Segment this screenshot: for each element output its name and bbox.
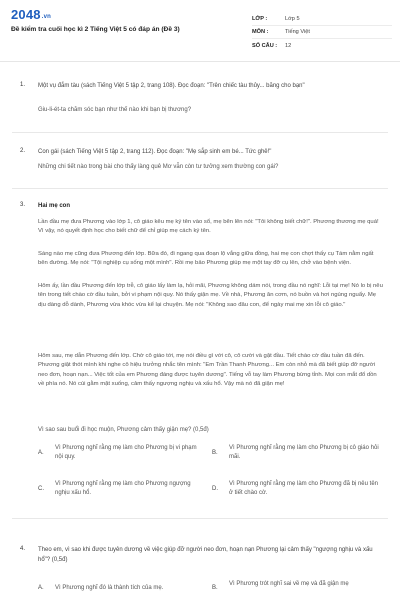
question-3-prompt: Vì sao sau buổi đi học muộn, Phương cảm thấy giận mẹ? (0,5đ) (38, 427, 209, 433)
meta-row-class: LỚP : Lớp 5 (252, 13, 392, 26)
question-4-text: Theo em, vì sao khi được tuyên dương về việc giúp đỡ người neo đơn, hoạn nạn Phương lại cảm thấy "ngượng nghịu và xấu hổ"? (0,5đ) (38, 547, 373, 563)
passage-paragraph-1: Lần đầu mẹ đưa Phương vào lớp 1, cô giáo kêu mẹ ký tên vào sổ, mẹ bẽn lẽn nói: "Tôi không biết chữ!". Phương thương mẹ quá! Vì vậy, nó quyết định học cho biết chữ để chỉ giúp mẹ cách ký tên. (38, 219, 379, 235)
meta-row-count: SỐ CÂU : 12 (252, 42, 292, 49)
passage-paragraph-2: Sáng nào mẹ cũng đưa Phương đến lớp. Bữa đó, đi ngang qua đoạn lộ vắng giữa đồng, hai mẹ con chợt thấy cụ Tám nằm ngất bên đường. Mẹ nói: "Tội nghiệp cụ sống một mình". Rồi mẹ bảo Phương giúp mẹ một tay đỡ cụ lên, chở vào bệnh viện. (38, 251, 374, 267)
divider (12, 518, 388, 519)
question-2-answer: Những chi tiết nào trong bài cho thấy làng quê Mơ vẫn còn tư tưởng xem thường con gái? (38, 164, 279, 170)
document-title: Đề kiểm tra cuối học kì 2 Tiếng Việt 5 có đáp án (Đề 3) (11, 26, 180, 33)
passage-paragraph-4: Hôm sau, mẹ dẫn Phương đến lớp. Chờ cô giáo tới, mẹ nói điều gì với cô, cô cười và gật đầu. Tiết chào cờ đầu tuần đã đến. Phương giật thót mình khi nghe cô hiệu trưởng nhắc tên mình: "Em Trần Thanh Phương... Em còn nhỏ mà đã biết giúp đỡ người neo đơn, hoạn nạn... Việc tốt của em Phương đáng được tuyên dương". Tiếng vỗ tay làm Phương bừng tỉnh. Mọi con mắt đổ dồn về phía nó. Nó cúi gằm mặt xuống, cảm thấy ngượng nghịu và xấu hổ. Vậy mà nó đã giận mẹ! (38, 353, 377, 388)
divider (12, 132, 388, 133)
site-logo[interactable]: 2048.vn (11, 7, 52, 22)
divider (12, 188, 388, 189)
meta-row-subject: MÔN : Tiếng Việt (252, 26, 392, 39)
question-1-answer: Giu-li-ét-ta chăm sóc bạn như thế nào khi bạn bị thương? (38, 107, 192, 113)
question-1-text: Một vụ đắm tàu (sách Tiếng Việt 5 tập 2, trang 108). Đọc đoạn: "Trên chiếc tàu thủy... băng cho bạn" (38, 83, 305, 89)
meta-table (252, 13, 392, 52)
question-2-text: Con gái (sách Tiếng Việt 5 tập 2, trang 112). Đọc đoạn: "Mẹ sắp sinh em bé... Tức ghê!" (38, 149, 272, 155)
passage-title: Hai mẹ con (38, 203, 71, 209)
passage-paragraph-3: Hôm ấy, lần đầu Phương đến lớp trễ, cô giáo lấy làm lạ, hỏi mãi, Phương không dám nói, trong đầu nó nghĩ: Lỗi tại mẹ! Nó lo bị nêu tên trong tiết chào cờ đầu tuần, bởi vi phạm nội quy. Nó thấy giận mẹ. Về nhà, Phương ăn cơm, nó buồn và hơi ngúng nguẩy. Mẹ dịu dàng dỗ dành, Phương vừa khóc vừa kể lại chuyện. Mẹ nói: "Không sao đâu con, để ngày mai mẹ xin lỗi cô giáo." (38, 283, 383, 308)
page-header (0, 0, 400, 62)
